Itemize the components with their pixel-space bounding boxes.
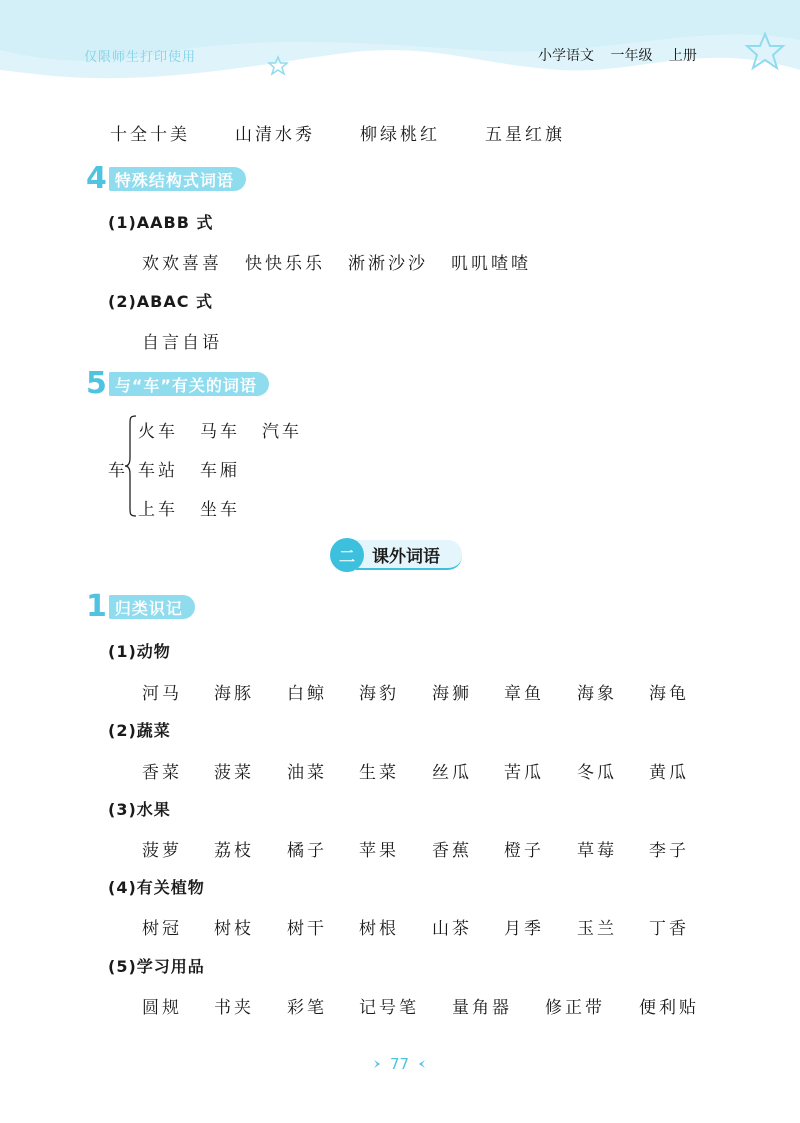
word: 月季 xyxy=(504,919,544,939)
word: 橙子 xyxy=(504,841,544,861)
word: 丝瓜 xyxy=(432,763,472,783)
top-word-row xyxy=(110,120,710,144)
word-row xyxy=(142,328,742,352)
word: 冬瓜 xyxy=(577,763,617,783)
section-title-bar xyxy=(109,372,269,396)
section-5-heading xyxy=(86,366,269,401)
word: 树根 xyxy=(359,919,399,939)
word: 菠菜 xyxy=(214,763,254,783)
word-row xyxy=(142,758,762,782)
word: 白鲸 xyxy=(287,684,327,704)
group-label: (2)蔬菜 xyxy=(108,721,171,740)
watermark-text: 仅限师生打印使用 xyxy=(84,50,197,65)
part-heading xyxy=(330,538,462,572)
word: 生菜 xyxy=(359,763,399,783)
section-title: 与“车”有关的词语 xyxy=(114,375,257,395)
word: 坐车 xyxy=(200,500,240,520)
word-row xyxy=(142,679,762,703)
word: 海狮 xyxy=(432,684,472,704)
section-number: 5 xyxy=(86,366,107,401)
word: 车站 xyxy=(138,461,178,481)
word: 柳绿桃红 xyxy=(360,125,440,145)
branch-line xyxy=(138,417,438,441)
group-label: (4)有关植物 xyxy=(108,878,205,897)
word: 记号笔 xyxy=(359,998,419,1018)
word: 彩笔 xyxy=(287,998,327,1018)
word: 便利贴 xyxy=(639,998,699,1018)
word: 苦瓜 xyxy=(504,763,544,783)
subsection-label: (2)ABAC 式 xyxy=(108,292,214,311)
word: 荔枝 xyxy=(214,841,254,861)
word: 香蕉 xyxy=(432,841,472,861)
word: 丁香 xyxy=(649,919,689,939)
grade-label: 一年级 xyxy=(610,48,653,64)
group-label: (5)学习用品 xyxy=(108,957,205,976)
word: 汽车 xyxy=(262,422,302,442)
section-1-heading xyxy=(86,589,195,624)
brace-icon xyxy=(124,414,138,518)
group-label: (3)水果 xyxy=(108,800,171,819)
word: 树冠 xyxy=(142,919,182,939)
word: 草莓 xyxy=(577,841,617,861)
subsection-label: (1)AABB 式 xyxy=(108,213,214,232)
word: 车厢 xyxy=(200,461,240,481)
section-title: 特殊结构式词语 xyxy=(114,170,234,190)
word: 章鱼 xyxy=(504,684,544,704)
word: 黄瓜 xyxy=(649,763,689,783)
word: 树干 xyxy=(287,919,327,939)
group-label: (1)动物 xyxy=(108,642,171,661)
word: 山茶 xyxy=(432,919,472,939)
word-row xyxy=(142,836,762,860)
word: 海豹 xyxy=(359,684,399,704)
word: 海龟 xyxy=(649,684,689,704)
word-row xyxy=(142,993,762,1017)
word: 油菜 xyxy=(287,763,327,783)
branch-line xyxy=(138,495,438,519)
word: 李子 xyxy=(649,841,689,861)
word: 香菜 xyxy=(142,763,182,783)
page-number-text: 77 xyxy=(390,1055,410,1073)
section-number: 4 xyxy=(86,161,107,196)
section-4-heading xyxy=(86,161,246,196)
word: 菠萝 xyxy=(142,841,182,861)
word: 玉兰 xyxy=(577,919,617,939)
word: 马车 xyxy=(200,422,240,442)
word: 圆规 xyxy=(142,998,182,1018)
word-row xyxy=(142,914,762,938)
word: 十全十美 xyxy=(110,125,190,145)
word: 快快乐乐 xyxy=(245,254,325,274)
word: 火车 xyxy=(138,422,178,442)
chevron-left-icon xyxy=(415,1058,427,1070)
word: 修正带 xyxy=(545,998,605,1018)
part-badge: 二 xyxy=(330,538,364,572)
word: 上车 xyxy=(138,500,178,520)
word: 海象 xyxy=(577,684,617,704)
part-title: 课外词语 xyxy=(356,540,462,570)
branch-line xyxy=(138,456,438,480)
word: 树枝 xyxy=(214,919,254,939)
word: 叽叽喳喳 xyxy=(451,254,531,274)
word: 淅淅沙沙 xyxy=(348,254,428,274)
section-number: 1 xyxy=(86,589,107,624)
word: 自言自语 xyxy=(142,333,222,353)
section-title-bar xyxy=(109,595,195,619)
word: 欢欢喜喜 xyxy=(142,254,222,274)
word: 河马 xyxy=(142,684,182,704)
page-number xyxy=(372,1055,427,1073)
word: 橘子 xyxy=(287,841,327,861)
word: 苹果 xyxy=(359,841,399,861)
subject-label: 小学语文 xyxy=(538,48,594,64)
word: 五星红旗 xyxy=(485,125,565,145)
word: 山清水秀 xyxy=(235,125,315,145)
word: 量角器 xyxy=(452,998,512,1018)
volume-label: 上册 xyxy=(668,48,697,64)
section-title: 归类识记 xyxy=(114,598,183,618)
tree-root: 车 xyxy=(108,461,128,481)
book-info xyxy=(538,45,709,65)
word: 海豚 xyxy=(214,684,254,704)
word: 书夹 xyxy=(214,998,254,1018)
section-title-bar xyxy=(109,167,246,191)
chevron-right-icon xyxy=(372,1058,384,1070)
word-row xyxy=(142,249,742,273)
